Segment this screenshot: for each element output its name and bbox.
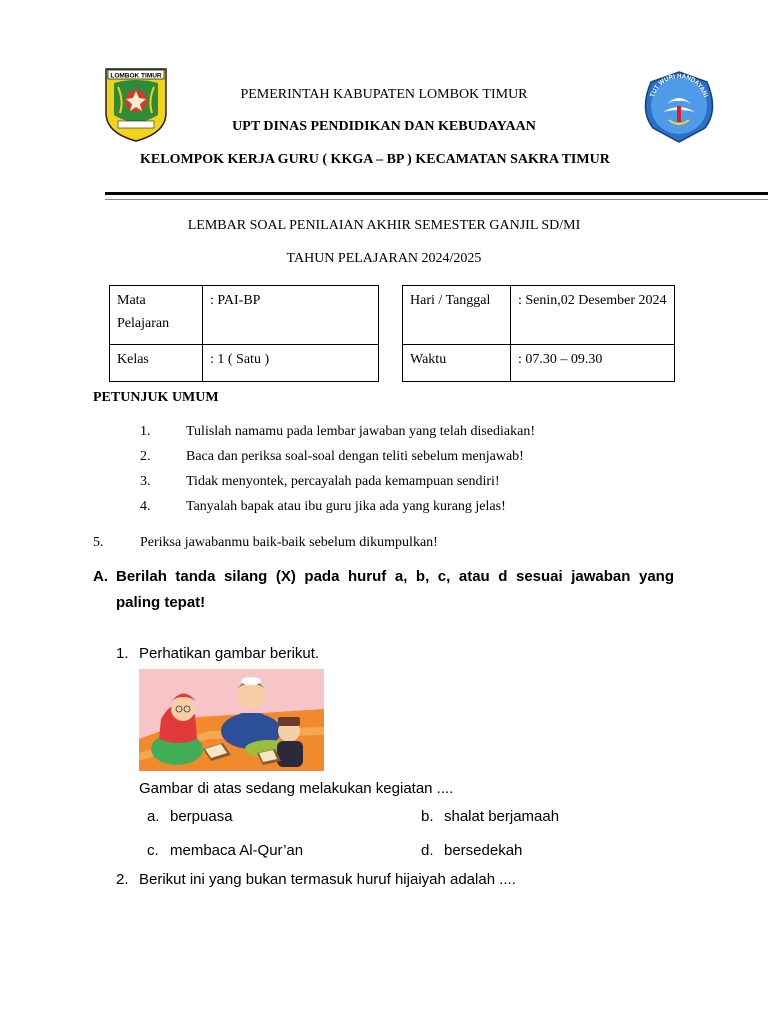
exam-title: LEMBAR SOAL PENILAIAN AKHIR SEMESTER GANJIL SD/MI <box>187 218 581 233</box>
value-day-date: : Senin,02 Desember 2024 <box>511 286 675 345</box>
value-time: : 07.30 – 09.30 <box>511 345 675 382</box>
question-text: Perhatikan gambar berikut. <box>139 645 320 662</box>
instruction-num: 4. <box>140 499 151 514</box>
section-instruction-line1: Berilah tanda silang (X) pada huruf a, b, c, atau d sesuai jawaban yang <box>116 568 674 585</box>
option-c-text[interactable]: membaca Al-Qur’an <box>170 842 304 859</box>
question-text: Berikut ini yang bukan termasuk huruf hijaiyah adalah .... <box>139 871 516 888</box>
option-a-letter[interactable]: a. <box>147 808 160 825</box>
info-table-left <box>109 285 379 382</box>
header-department: UPT DINAS PENDIDIKAN DAN KEBUDAYAAN <box>232 119 536 134</box>
academic-year: TAHUN PELAJARAN 2024/2025 <box>286 251 482 266</box>
info-table-right <box>402 285 675 382</box>
instruction-num: 2. <box>140 449 151 464</box>
header-divider-thick <box>105 192 768 195</box>
instruction-text: Tulislah namamu pada lembar jawaban yang telah disediakan! <box>186 424 535 439</box>
instruction-num: 3. <box>140 474 151 489</box>
reading-quran-illustration <box>139 669 324 771</box>
value-subject: : PAI-BP <box>203 286 379 345</box>
instruction-text: Baca dan periksa soal-soal dengan teliti sebelum menjawab! <box>186 449 524 464</box>
header-government: PEMERINTAH KABUPATEN LOMBOK TIMUR <box>240 87 528 102</box>
option-b-text[interactable]: shalat berjamaah <box>444 808 560 825</box>
instruction-num: 1. <box>140 424 151 439</box>
section-instruction-line2: paling tepat! <box>116 594 206 611</box>
question-followup: Gambar di atas sedang melakukan kegiatan .... <box>139 780 454 797</box>
option-d-text[interactable]: bersedekah <box>444 842 523 859</box>
value-class: : 1 ( Satu ) <box>203 345 379 382</box>
option-d-letter[interactable]: d. <box>421 842 434 859</box>
label-day-date: Hari / Tanggal <box>403 286 511 345</box>
instruction-num: 5. <box>93 535 104 550</box>
label-class: Kelas <box>110 345 203 382</box>
label-subject: Mata Pelajaran <box>110 286 203 345</box>
logo-left-label: LOMBOK TIMUR <box>110 72 162 80</box>
question-number: 1. <box>116 645 129 662</box>
option-c-letter[interactable]: c. <box>147 842 159 859</box>
header-divider-thin <box>105 199 768 200</box>
header-working-group: KELOMPOK KERJA GURU ( KKGA – BP ) KECAMATAN SAKRA TIMUR <box>140 152 610 167</box>
section-letter: A. <box>93 568 108 585</box>
question-number: 2. <box>116 871 129 888</box>
instruction-text: Periksa jawabanmu baik-baik sebelum dikumpulkan! <box>140 535 438 550</box>
instruction-text: Tidak menyontek, percayalah pada kemampuan sendiri! <box>186 474 500 489</box>
option-b-letter[interactable]: b. <box>421 808 434 825</box>
label-time: Waktu <box>403 345 511 382</box>
option-a-text[interactable]: berpuasa <box>170 808 233 825</box>
instruction-text: Tanyalah bapak atau ibu guru jika ada yang kurang jelas! <box>186 499 506 514</box>
instructions-heading: PETUNJUK UMUM <box>93 390 219 405</box>
logo-right-label: TUT WURI HANDAYANI <box>649 72 710 99</box>
